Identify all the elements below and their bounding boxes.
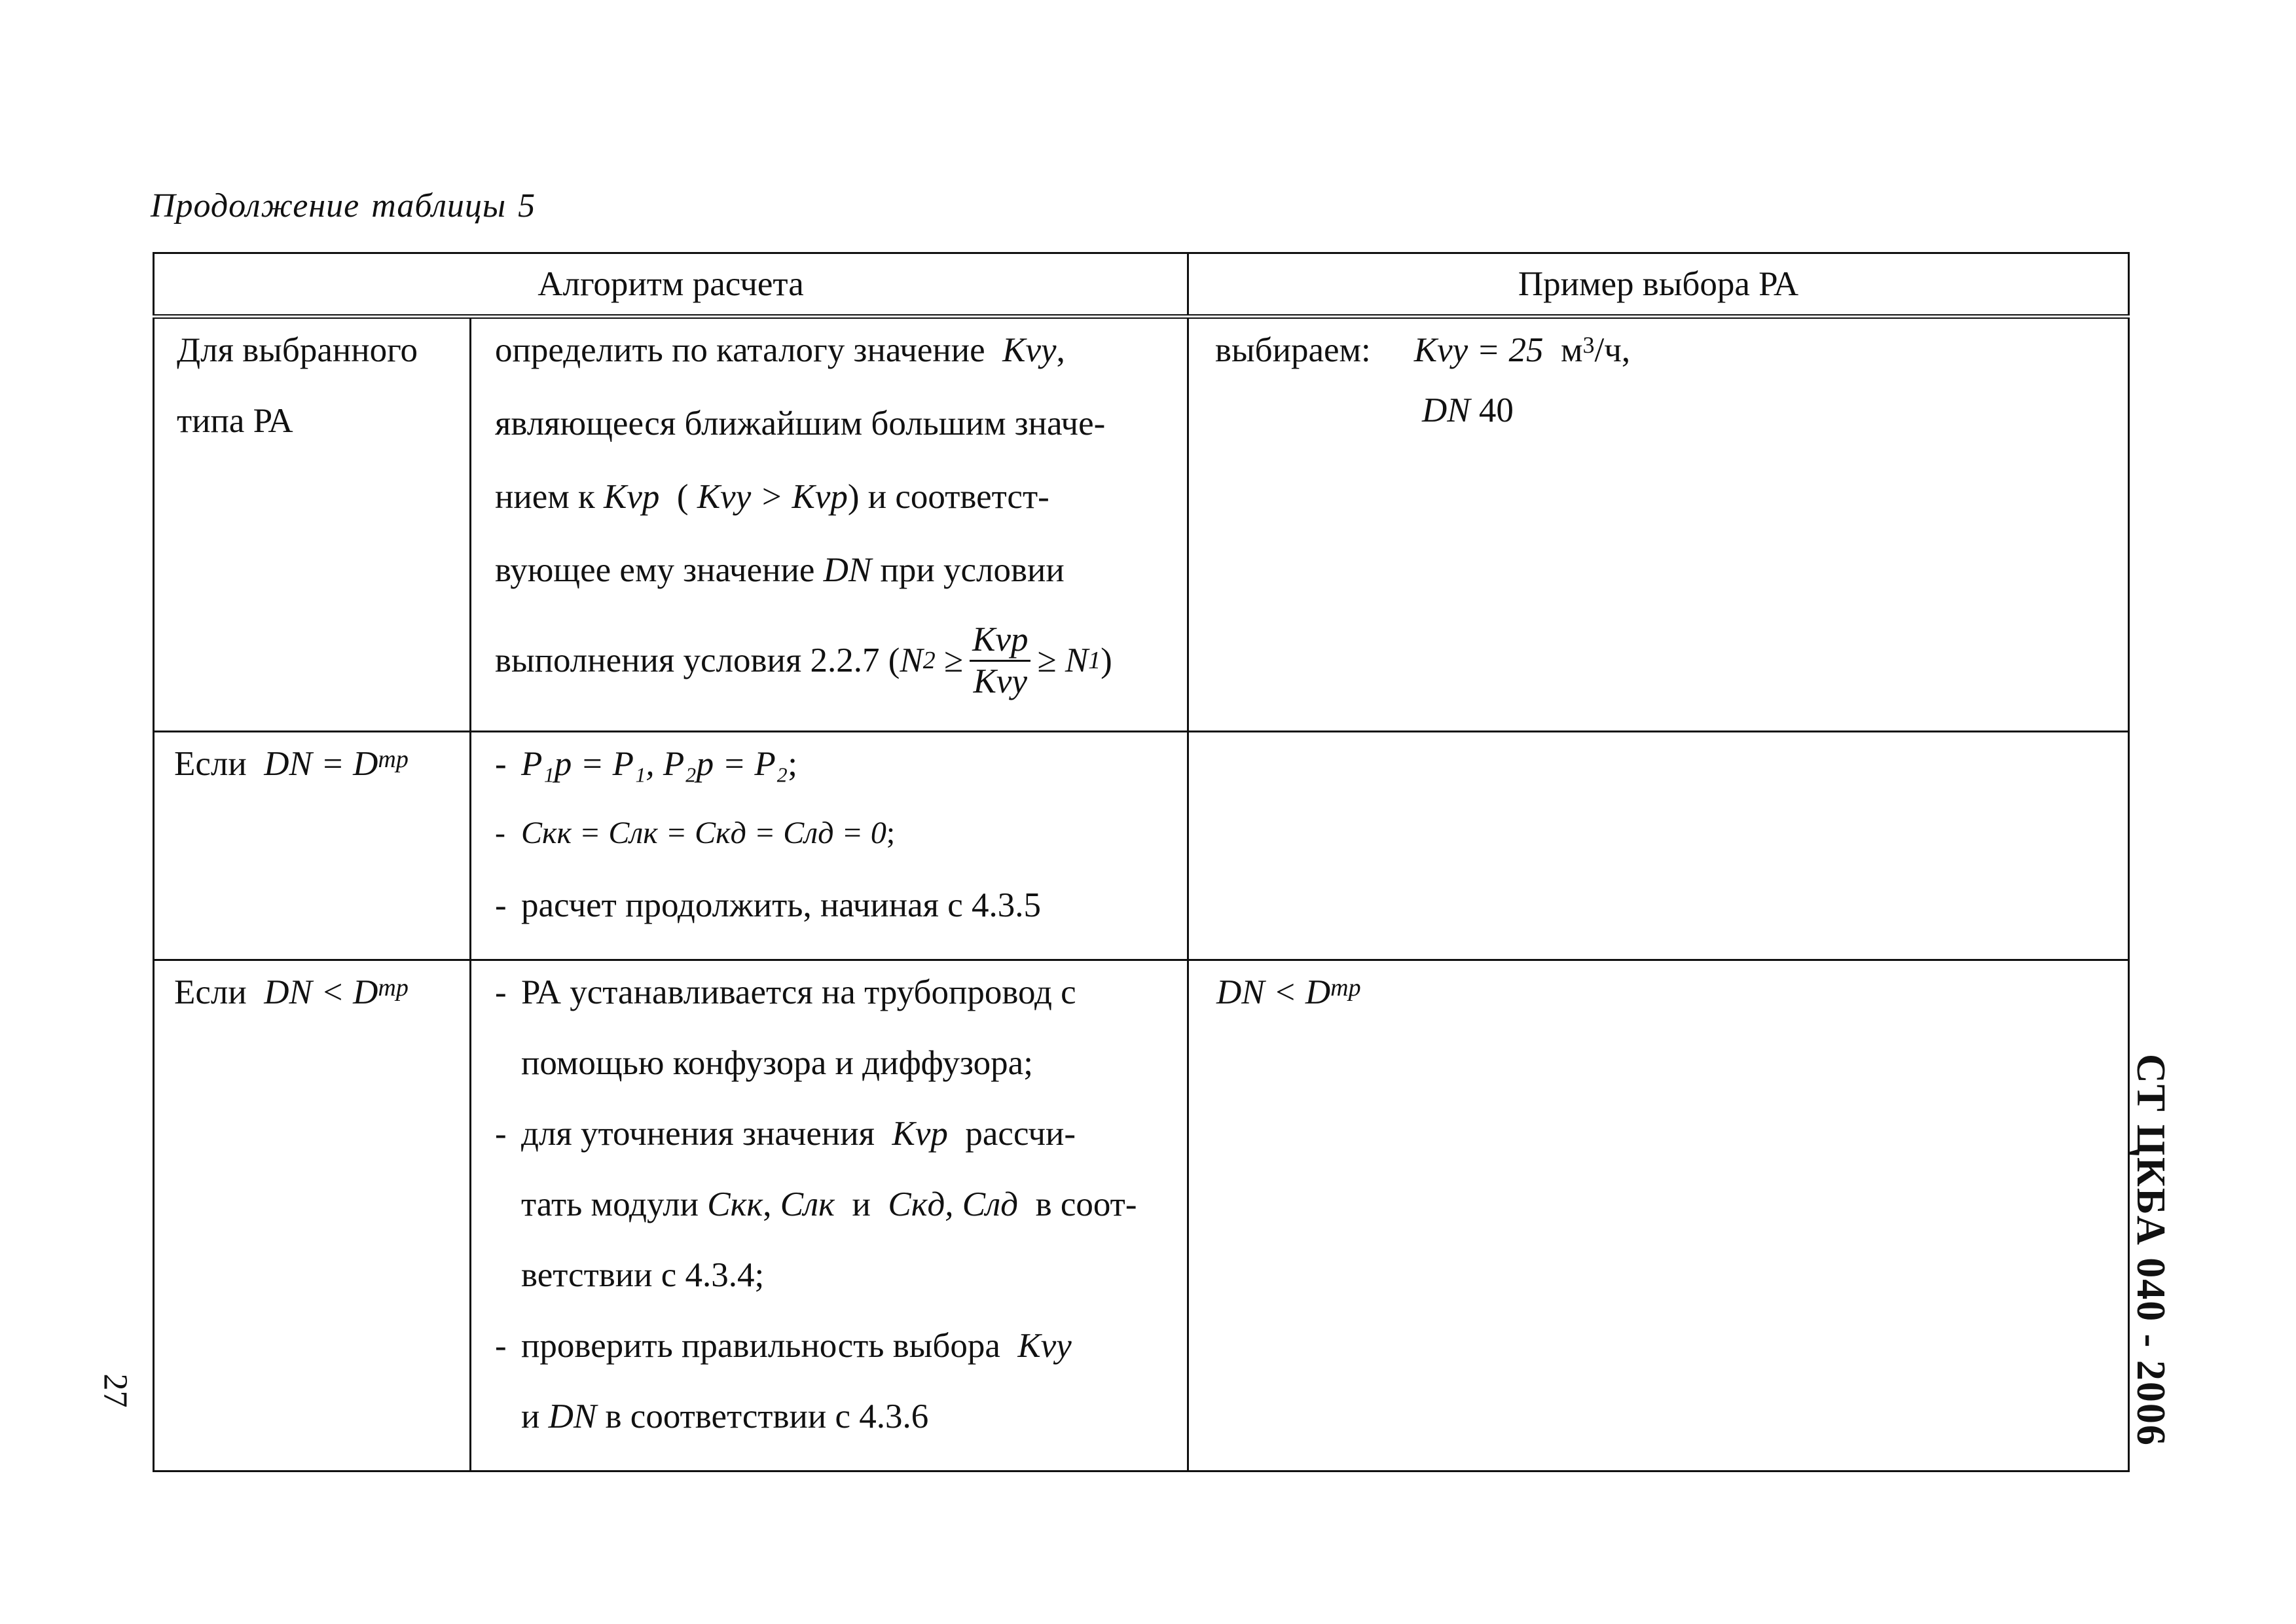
algo-text: нием к <box>495 478 595 516</box>
table-caption <box>151 187 536 225</box>
item-end: ; <box>788 745 797 783</box>
algo-text: вующее ему значение <box>495 551 815 589</box>
condition-line: типа РА <box>177 402 293 440</box>
item-var-clk: Cлк <box>780 1185 835 1223</box>
algo-sub: 2 <box>922 647 936 674</box>
example-unit-sup: 3 <box>1582 332 1595 358</box>
item-text: в соот- <box>1035 1185 1137 1223</box>
algo-ge: ≥ <box>944 641 964 679</box>
algo-var-n1: N <box>1065 641 1089 679</box>
item-end: ; <box>886 816 896 850</box>
algo-text: ) и соответст- <box>847 478 1049 516</box>
algo-var-n2: N <box>900 641 923 679</box>
algo-text: определить по каталогу значение <box>495 331 985 369</box>
algo-var-kvp: Kvp <box>604 478 660 516</box>
item-var-dn: DN <box>548 1398 597 1435</box>
algo-var-dn: DN <box>823 551 872 589</box>
item-var-kvp: Kvp <box>892 1115 948 1153</box>
item-var-kvy: Kvy <box>1017 1327 1072 1365</box>
table-row <box>154 317 2129 732</box>
algo-ge: ≥ <box>1037 641 1057 679</box>
item-var-ckd-cld: Cкд, Cлд <box>888 1185 1019 1223</box>
example-sub: тр <box>1330 974 1361 1001</box>
table-row <box>154 960 2129 1471</box>
caption-number: 5 <box>518 187 536 225</box>
item-text: расчет продолжить, начиная с 4.3.5 <box>521 886 1042 924</box>
item-text: и <box>521 1398 540 1435</box>
condition-formula: DN = D <box>264 745 378 783</box>
algo-sub: 1 <box>1088 647 1101 674</box>
condition-line: Для выбранного <box>177 331 418 369</box>
algorithm-cell <box>471 317 1188 732</box>
header-algorithm: Алгоритм расчета <box>154 253 1188 317</box>
item-text: и <box>852 1185 871 1223</box>
condition-text: Если <box>174 973 247 1011</box>
algo-text: ) <box>1101 641 1112 679</box>
algo-text: при условии <box>880 551 1065 589</box>
item-text: , <box>763 1185 772 1223</box>
kvp-kvy-fraction <box>970 620 1030 700</box>
document-code: СТ ЦКБА 040 - 2006 <box>2128 1054 2173 1447</box>
header-example: Пример выбора РА <box>1188 253 2129 317</box>
condition-cell <box>154 317 471 732</box>
pressure-formula: P₁p = P₁, P₂p = P₂ <box>521 745 788 783</box>
condition-sub: тр <box>378 746 409 773</box>
example-kvy: Kvy = 25 <box>1413 331 1544 369</box>
condition-text: Если <box>174 745 247 783</box>
item-text: РА устанавливается на трубопровод с <box>521 973 1076 1011</box>
item-text: ветствии с 4.3.4; <box>521 1256 765 1294</box>
algo-var-kvy: Kvy <box>1002 331 1057 369</box>
algo-text: являющееся ближайшим большим значе- <box>495 405 1106 442</box>
item-text: тать модули <box>521 1185 699 1223</box>
example-dn: DN <box>1422 391 1470 429</box>
fraction-denominator: Kvy <box>973 662 1027 700</box>
c-modules-formula: Cкк = Cлк = Cкд = Cлд = 0 <box>521 816 886 850</box>
example-cell <box>1188 960 2129 1471</box>
algorithm-cell: - P₁p = P₁, P₂p = P₂ ; - Cкк = Cлк = Cкд = Cлд = 0 ; - расчет продолжить, начиная с 4.3.5 <box>471 732 1188 960</box>
item-text: рассчи- <box>965 1115 1076 1153</box>
condition-cell <box>154 960 471 1471</box>
item-text: проверить правильность выбора <box>521 1327 1000 1365</box>
item-var-ckk: Cкк <box>707 1185 763 1223</box>
condition-formula: DN < D <box>264 973 378 1011</box>
algorithm-cell: - РА устанавливается на трубопровод с помощью конфузора и диффузора; - для уточнения значения Kvp рассчи- тать модули Cкк , Cлк и Cкд, Cлд в соот- ветствии с 4.3.4; - проверить правильность выбора Kvy и DN в соответствии с 4.3.6 <box>471 960 1188 1471</box>
item-text: в соответствии с 4.3.6 <box>605 1398 929 1435</box>
condition-cell <box>154 732 471 960</box>
example-cell <box>1188 317 2129 732</box>
table-row <box>154 732 2129 960</box>
page-number: 27 <box>96 1373 134 1408</box>
fraction-numerator: Kvp <box>970 623 1030 662</box>
algo-text: ( <box>676 478 689 516</box>
caption-word1: Продолжение <box>151 187 360 225</box>
table-header-row <box>154 253 2129 317</box>
example-dn-value: 40 <box>1478 391 1514 429</box>
calculation-table <box>153 252 2130 1472</box>
example-unit: м <box>1560 331 1583 369</box>
algo-text: , <box>1056 331 1065 369</box>
item-text: помощью конфузора и диффузора; <box>521 1044 1033 1082</box>
example-label: выбираем: <box>1215 331 1371 369</box>
caption-word2: таблицы <box>371 187 507 225</box>
algo-text: выполнения условия 2.2.7 ( <box>495 641 900 679</box>
condition-sub: тр <box>378 974 409 1001</box>
example-formula: DN < D <box>1216 973 1331 1011</box>
algo-inequality: Kvy > Kvp <box>697 478 848 516</box>
example-cell <box>1188 732 2129 960</box>
item-text: для уточнения значения <box>521 1115 875 1153</box>
example-unit-end: /ч, <box>1594 331 1631 369</box>
